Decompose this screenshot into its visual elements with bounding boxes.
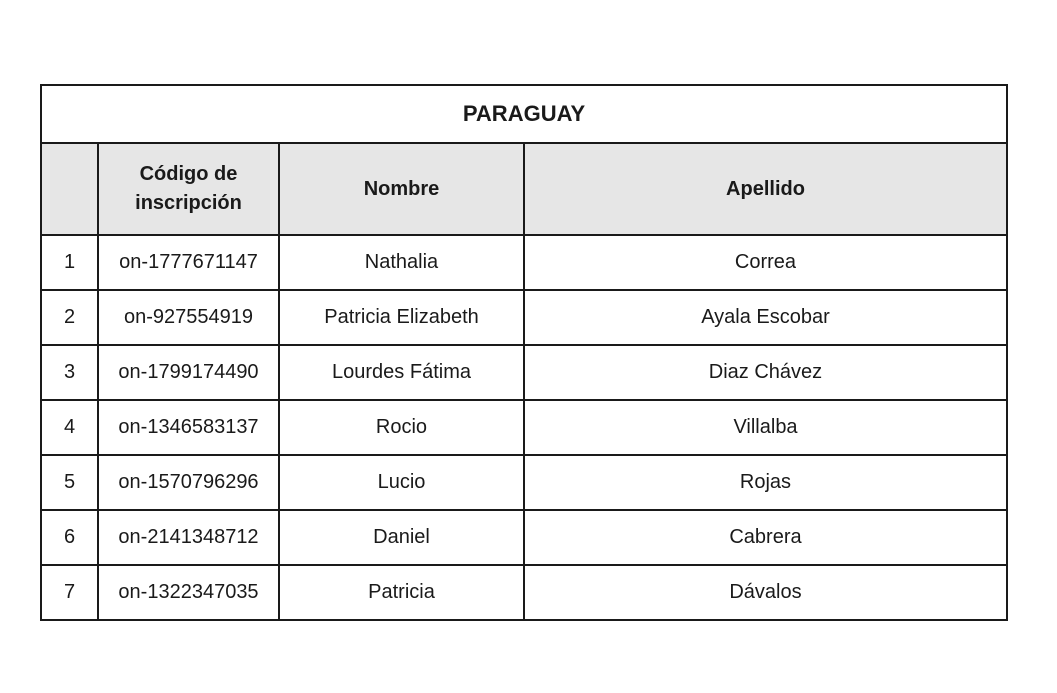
row-first-name: Rocio: [279, 400, 524, 455]
header-first-name: Nombre: [279, 143, 524, 235]
row-index: 4: [41, 400, 98, 455]
table-row: [41, 400, 1007, 455]
row-code: on-1322347035: [98, 565, 279, 620]
row-index: 2: [41, 290, 98, 345]
header-code-label: Código de inscripción: [135, 163, 242, 214]
row-code: on-1570796296: [98, 455, 279, 510]
registration-sheet: [40, 84, 1006, 625]
table-row: [41, 455, 1007, 510]
row-last-name: Diaz Chávez: [524, 345, 1007, 400]
row-index: 3: [41, 345, 98, 400]
row-index: 6: [41, 510, 98, 565]
row-first-name: Nathalia: [279, 235, 524, 290]
table-row: [41, 235, 1007, 290]
row-index: 1: [41, 235, 98, 290]
row-index: 5: [41, 455, 98, 510]
row-first-name: Lucio: [279, 455, 524, 510]
table-row: [41, 290, 1007, 345]
table-row: [41, 345, 1007, 400]
row-code: on-1346583137: [98, 400, 279, 455]
header-code: [98, 143, 279, 235]
row-code: on-2141348712: [98, 510, 279, 565]
row-first-name: Daniel: [279, 510, 524, 565]
row-last-name: Ayala Escobar: [524, 290, 1007, 345]
row-first-name: Patricia Elizabeth: [279, 290, 524, 345]
row-last-name: Villalba: [524, 400, 1007, 455]
row-last-name: Dávalos: [524, 565, 1007, 620]
row-first-name: Patricia: [279, 565, 524, 620]
table-row: [41, 565, 1007, 620]
row-first-name: Lourdes Fátima: [279, 345, 524, 400]
registration-table: [40, 84, 1008, 621]
row-index: 7: [41, 565, 98, 620]
table-title: PARAGUAY: [41, 85, 1007, 143]
header-row: [41, 143, 1007, 235]
row-last-name: Correa: [524, 235, 1007, 290]
row-code: on-1799174490: [98, 345, 279, 400]
title-row: [41, 85, 1007, 143]
header-last-name: Apellido: [524, 143, 1007, 235]
header-index: [41, 143, 98, 235]
row-code: on-1777671147: [98, 235, 279, 290]
row-last-name: Rojas: [524, 455, 1007, 510]
table-row: [41, 510, 1007, 565]
row-code: on-927554919: [98, 290, 279, 345]
row-last-name: Cabrera: [524, 510, 1007, 565]
